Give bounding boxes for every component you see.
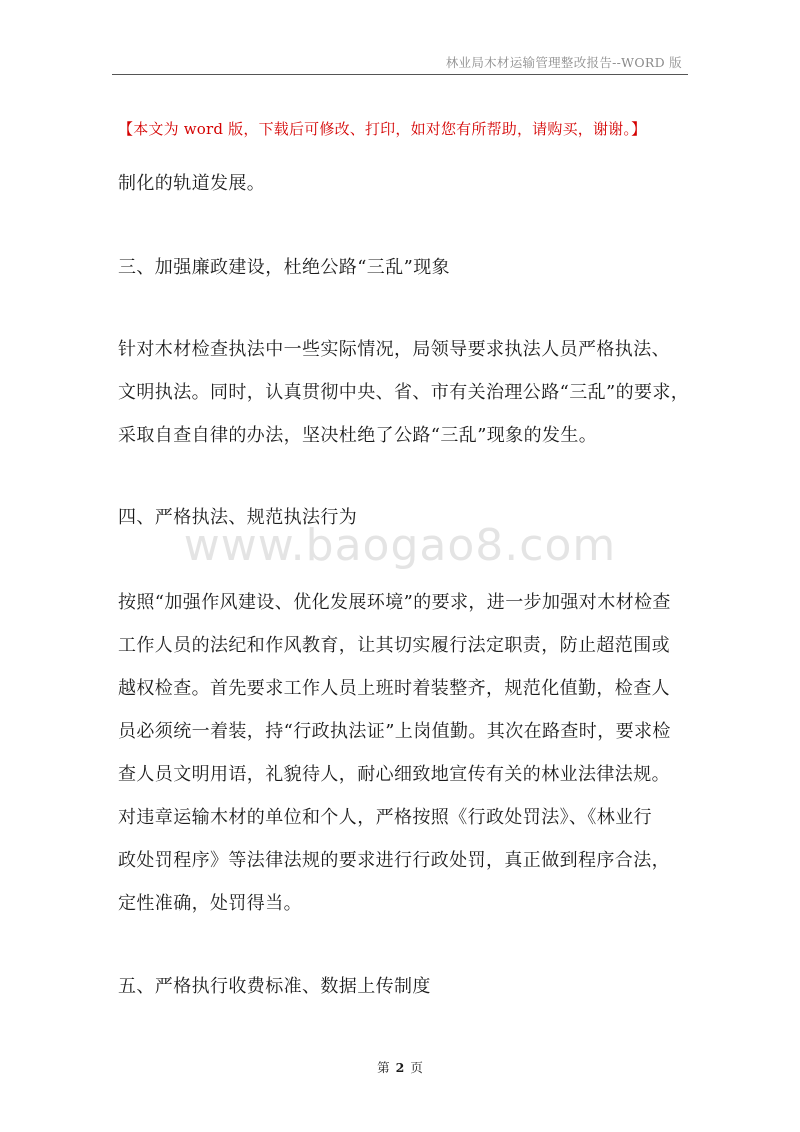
paragraph-line: 制化的轨道发展。 — [118, 173, 266, 194]
footer-suffix: 页 — [410, 1060, 423, 1075]
running-header: 林业局木材运输管理整改报告--WORD 版 — [445, 55, 682, 70]
paragraph-line: 定性准确，处罚得当。 — [118, 893, 302, 914]
section-heading-3: 三、加强廉政建设，杜绝公路“三乱”现象 — [118, 257, 451, 278]
paragraph-line: 查人员文明用语，礼貌待人，耐心细致地宣传有关的林业法律法规。 — [118, 764, 670, 785]
paragraph-line: 工作人员的法纪和作风教育，让其切实履行法定职责，防止超范围或 — [118, 635, 670, 656]
watermark: www.baogao8.com — [183, 520, 617, 571]
page-footer — [0, 1058, 800, 1076]
header-divider — [112, 74, 688, 75]
section-heading-5: 五、严格执行收费标准、数据上传制度 — [118, 976, 431, 997]
page-number: 2 — [395, 1060, 405, 1075]
paragraph-line: 采取自查自律的办法，坚决杜绝了公路“三乱”现象的发生。 — [118, 425, 598, 446]
paragraph-line: 越权检查。首先要求工作人员上班时着装整齐，规范化值勤，检查人 — [118, 678, 670, 699]
paragraph-line: 针对木材检查执法中一些实际情况，局领导要求执法人员严格执法、 — [118, 339, 670, 360]
purchase-notice: 【本文为 word 版，下载后可修改、打印，如对您有所帮助，请购买，谢谢。】 — [118, 120, 647, 138]
paragraph-line: 对违章运输木材的单位和个人，严格按照《行政处罚法》、《林业行 — [118, 807, 652, 828]
paragraph-line: 政处罚程序》等法律法规的要求进行行政处罚，真正做到程序合法， — [118, 850, 670, 871]
section-heading-4: 四、严格执法、规范执法行为 — [118, 507, 358, 528]
footer-prefix: 第 — [377, 1060, 390, 1075]
paragraph-line: 文明执法。同时，认真贯彻中央、省、市有关治理公路“三乱”的要求， — [118, 382, 690, 403]
paragraph-line: 员必须统一着装，持“行政执法证”上岗值勤。其次在路查时，要求检 — [118, 721, 671, 742]
paragraph-line: 按照“加强作风建设、优化发展环境”的要求，进一步加强对木材检查 — [118, 592, 671, 613]
